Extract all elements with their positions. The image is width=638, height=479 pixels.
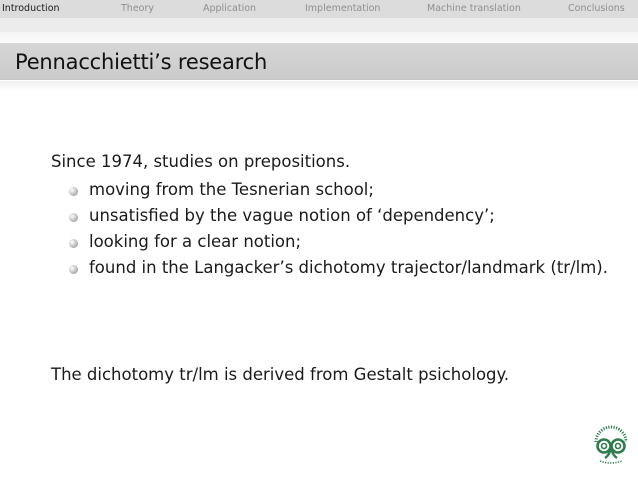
bullet-list xyxy=(69,179,611,279)
list-item xyxy=(69,257,611,279)
list-item xyxy=(69,205,611,227)
title-shadow xyxy=(0,81,638,91)
nav-item-conclusions[interactable]: Conclusions xyxy=(568,3,625,14)
header-band-fade xyxy=(0,32,638,43)
slide-body xyxy=(51,152,611,283)
bullet-text: looking for a clear notion; xyxy=(89,232,302,251)
bullet-ball-icon xyxy=(69,239,78,248)
list-item xyxy=(69,179,611,201)
nav-item-implementation[interactable]: Implementation xyxy=(305,3,381,14)
nav-item-application[interactable]: Application xyxy=(203,3,257,14)
bullet-text: unsatisfied by the vague notion of ‘dependency’; xyxy=(89,206,495,225)
intro-text: Since 1974, studies on prepositions. xyxy=(51,152,351,171)
nav-item-machine-translation[interactable]: Machine translation xyxy=(427,3,521,14)
bullet-ball-icon xyxy=(69,187,78,196)
section-navigation-bar xyxy=(0,0,638,18)
nav-item-introduction[interactable]: Introduction xyxy=(2,3,60,14)
frame-title-bar xyxy=(0,43,638,80)
slide-title: Pennacchietti’s research xyxy=(15,50,268,74)
bullet-text: found in the Langacker’s dichotomy trajector/landmark (tr/lm). xyxy=(89,258,608,277)
list-item xyxy=(69,231,611,253)
bullet-ball-icon xyxy=(69,213,78,222)
university-seal-icon xyxy=(590,414,632,466)
bullet-ball-icon xyxy=(69,265,78,274)
closing-text: The dichotomy tr/lm is derived from Gestalt psichology. xyxy=(51,365,510,384)
header-band xyxy=(0,18,638,32)
nav-item-theory[interactable]: Theory xyxy=(121,3,155,14)
bullet-text: moving from the Tesnerian school; xyxy=(89,180,374,199)
